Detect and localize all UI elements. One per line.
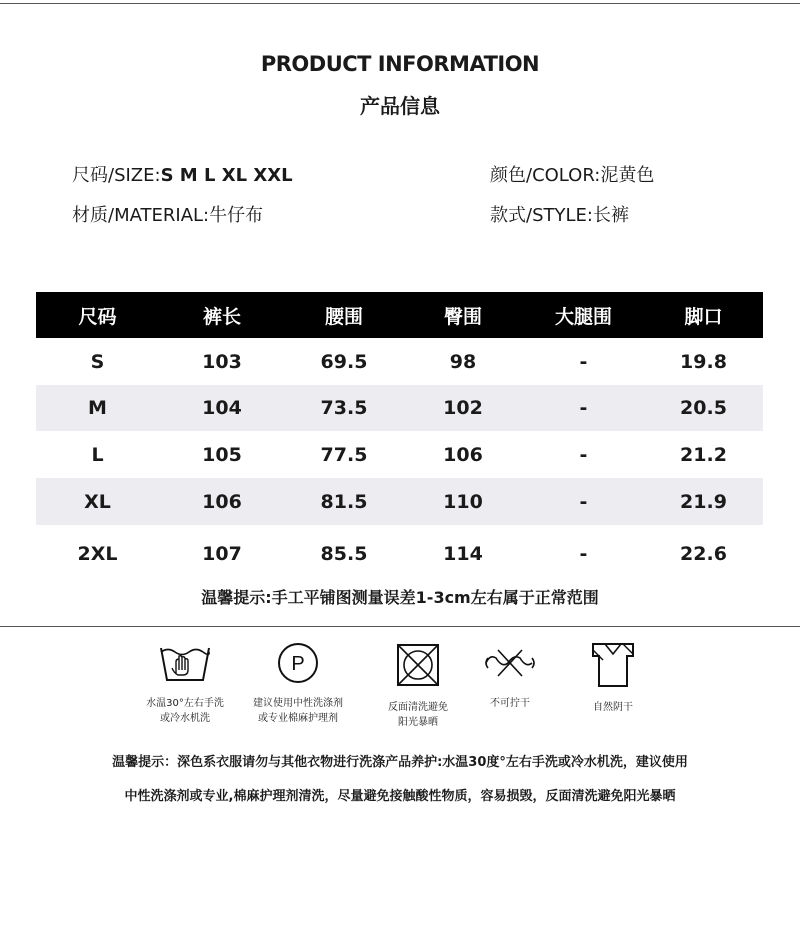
table-cell: - xyxy=(579,350,588,373)
table-cell: S xyxy=(90,350,105,373)
spec-style-label: 款式/STYLE: xyxy=(490,205,593,226)
wash-30-icon xyxy=(157,640,213,686)
table-cell: - xyxy=(523,385,644,431)
table-cell: 81.5 xyxy=(285,478,403,525)
spec-color-value: 泥黄色 xyxy=(600,165,655,186)
spec-size-label: 尺码/SIZE: xyxy=(72,165,161,186)
table-cell: - xyxy=(579,443,588,466)
spec-material xyxy=(72,201,263,227)
table-cell: 73.5 xyxy=(285,385,403,431)
table-cell: 103 xyxy=(202,350,242,373)
no-tumble-dry-icon xyxy=(393,640,443,690)
table-cell: 107 xyxy=(202,543,242,565)
spec-material-value: 牛仔布 xyxy=(209,205,264,226)
spec-size xyxy=(72,161,293,187)
table-cell: XL xyxy=(36,478,159,525)
dry-in-shade-icon xyxy=(587,640,639,690)
spec-size-value: S M L XL XXL xyxy=(160,165,293,186)
care-item-shade-dry xyxy=(558,640,668,715)
care-label: 自然阴干 xyxy=(593,702,633,713)
table-cell: M xyxy=(36,385,159,431)
table-cell: 104 xyxy=(159,385,285,431)
section-divider xyxy=(0,626,800,627)
header-cell: 大腿围 xyxy=(523,292,644,338)
header-cell: 腰围 xyxy=(285,292,403,338)
table-cell: - xyxy=(579,543,588,565)
table-row xyxy=(36,338,763,385)
table-cell: 106 xyxy=(159,478,285,525)
table-row xyxy=(36,385,763,431)
table-cell: 77.5 xyxy=(320,443,368,466)
care-label: 反面清洗避免 xyxy=(388,702,448,713)
header-cell: 脚口 xyxy=(644,292,763,338)
measure-note: 温馨提示:手工平铺图测量误差1-3cm左右属于正常范围 xyxy=(201,588,599,607)
care-tip-line-2: 中性洗涤剂或专业,棉麻护理剂清洗，尽量避免接触酸性物质，容易损毁，反面清洗避免阳光暴晒 xyxy=(124,789,676,804)
spec-style-value: 长裤 xyxy=(592,205,629,226)
table-row xyxy=(36,431,763,478)
page-title: PRODUCT INFORMATION xyxy=(260,52,540,76)
table-cell: L xyxy=(91,443,104,466)
care-item-no-wring xyxy=(455,640,565,711)
spec-color xyxy=(490,161,654,187)
care-label: 水温30°左右手洗 xyxy=(146,698,224,709)
care-label: 建议使用中性洗涤剂 xyxy=(253,698,343,709)
table-cell: 106 xyxy=(443,443,483,466)
table-row xyxy=(36,525,763,583)
care-label: 或冷水机洗 xyxy=(160,713,210,724)
table-cell: 105 xyxy=(202,443,242,466)
spec-style xyxy=(490,201,629,227)
do-not-wring-icon xyxy=(480,640,540,686)
table-cell: 98 xyxy=(449,350,477,373)
table-cell: 85.5 xyxy=(320,543,368,565)
page-subtitle: 产品信息 xyxy=(360,94,440,118)
table-cell: 69.5 xyxy=(320,350,368,373)
table-cell: 102 xyxy=(403,385,523,431)
table-cell: 114 xyxy=(443,543,483,565)
table-row xyxy=(36,478,763,525)
table-cell: 2XL xyxy=(77,543,118,565)
svg-text:P: P xyxy=(291,653,305,675)
header-cell: 裤长 xyxy=(159,292,285,338)
top-divider xyxy=(0,3,800,4)
table-cell: 21.2 xyxy=(680,443,727,466)
spec-color-label: 颜色/COLOR: xyxy=(490,165,601,186)
dry-clean-p-icon xyxy=(275,640,321,686)
care-label: 不可拧干 xyxy=(490,698,530,709)
table-cell: 22.6 xyxy=(680,543,727,565)
table-cell: 110 xyxy=(403,478,523,525)
table-cell: 19.8 xyxy=(680,350,727,373)
care-item-hand-wash xyxy=(130,640,240,726)
table-cell: - xyxy=(523,478,644,525)
care-label: 阳光暴晒 xyxy=(398,717,438,728)
care-item-detergent xyxy=(243,640,353,726)
table-cell: 21.9 xyxy=(644,478,763,525)
table-cell: 20.5 xyxy=(644,385,763,431)
header-cell: 臀围 xyxy=(403,292,523,338)
header-cell: 尺码 xyxy=(36,292,159,338)
spec-material-label: 材质/MATERIAL: xyxy=(72,205,210,226)
size-table-header xyxy=(36,292,763,338)
care-tip-line-1: 温馨提示：深色系衣服请勿与其他衣物进行洗涤产品养护:水温30度°左右手洗或冷水机洗，建议使用 xyxy=(112,755,688,770)
size-table xyxy=(36,292,763,583)
care-label: 或专业棉麻护理剂 xyxy=(258,713,338,724)
